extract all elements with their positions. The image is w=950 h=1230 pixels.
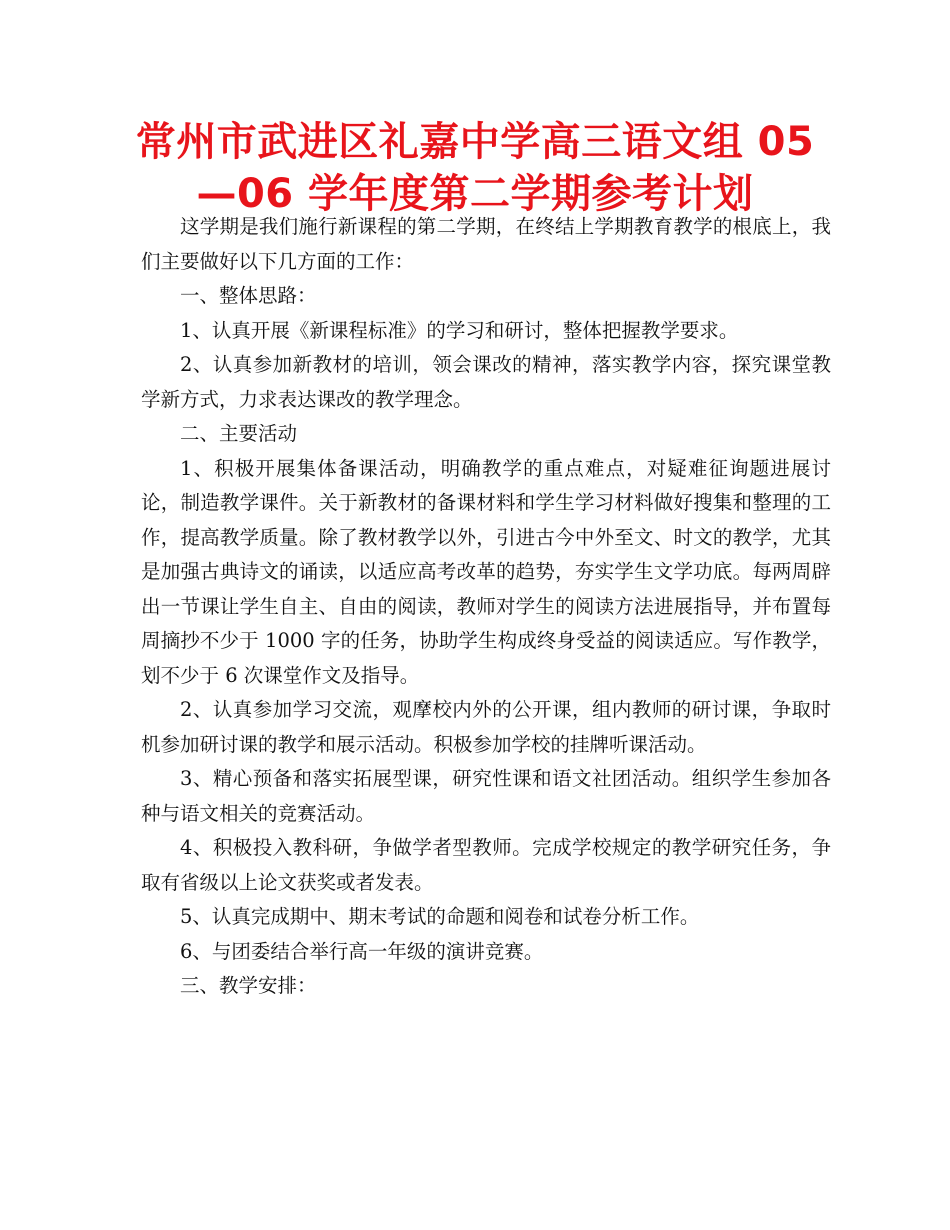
- paragraph-item: 1、积极开展集体备课活动，明确教学的重点难点，对疑难征询题进展讨论，制造教学课件。关于新教材的备课材料和学生学习材料做好搜集和整理的工作，提高教学质量。除了教材教学以外，引进古今中外至文、时文的教学，尤其是加强古典诗文的诵读，以适应高考改革的趋势，夯实学生文学功底。每两周辟出一节课让学生自主、自由的阅读，教师对学生的阅读方法进展指导，并布置每周摘抄不少于 1000 字的任务，协助学生构成终身受益的阅读适应。写作教学，划不少于 6 次课堂作文及指导。: [141, 456, 831, 687]
- paragraph-item: 2、认真参加学习交流，观摩校内外的公开课，组内教师的研讨课，争取时机参加研讨课的教学和展示活动。积极参加学校的挂牌听课活动。: [141, 698, 831, 756]
- paragraph-item: 4、积极投入教科研，争做学者型教师。完成学校规定的教学研究任务，争取有省级以上论文获奖或者发表。: [141, 836, 831, 894]
- document-title: 常州市武进区礼嘉中学高三语文组 05—06 学年度第二学期参考计划: [135, 119, 815, 217]
- paragraph-intro: 这学期是我们施行新课程的第二学期，在终结上学期教育教学的根底上，我们主要做好以下几方面的工作：: [141, 215, 831, 273]
- section-heading-1: 一、整体思路：: [180, 284, 317, 307]
- paragraph-item: 6、与团委结合举行高一年级的演讲竞赛。: [180, 939, 544, 963]
- section-heading-3: 三、教学安排：: [180, 974, 317, 997]
- document-body: [141, 210, 831, 1004]
- paragraph-item: 2、认真参加新教材的培训，领会课改的精神，落实教学内容，探究课堂教学新方式，力求表达课改的教学理念。: [141, 353, 831, 411]
- paragraph-item: 3、精心预备和落实拓展型课，研究性课和语文社团活动。组织学生参加各种与语文相关的竞赛活动。: [141, 767, 831, 825]
- paragraph-item: 1、认真开展《新课程标准》的学习和研讨，整体把握教学要求。: [180, 318, 739, 342]
- section-heading-2: 二、主要活动: [180, 422, 298, 445]
- paragraph-item: 5、认真完成期中、期末考试的命题和阅卷和试卷分析工作。: [180, 905, 700, 928]
